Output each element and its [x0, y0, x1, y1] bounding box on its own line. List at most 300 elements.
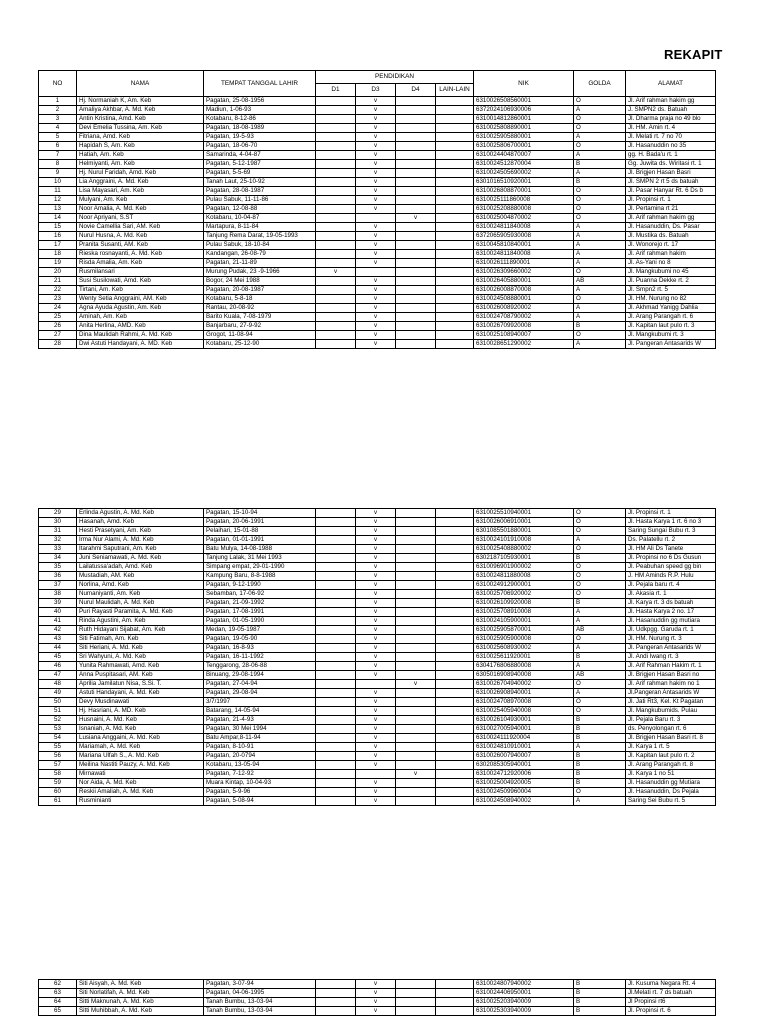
cell-no: 40 [39, 608, 77, 617]
cell-d3: v [356, 662, 396, 671]
cell-lain [436, 169, 474, 178]
cell-d4 [396, 205, 436, 214]
cell-golda: B [574, 1007, 626, 1016]
cell-alamat: Jl. HM. Nurung no 82 [626, 295, 716, 304]
cell-lain [436, 572, 474, 581]
cell-nik: 6310025708910008 [474, 608, 574, 617]
col-header-d1: D1 [316, 84, 356, 97]
table-row [39, 998, 716, 1007]
cell-alamat: Jl. Propinsi rt. 1 [626, 196, 716, 205]
cell-d3: v [356, 340, 396, 349]
cell-nama: Juni Seniamawati, A. Md. Keb [77, 554, 204, 563]
cell-alamat: Jl. Arif rahman hakim no 1 [626, 680, 716, 689]
cell-lain [436, 608, 474, 617]
cell-d4 [396, 97, 436, 106]
cell-golda: O [574, 518, 626, 527]
cell-alamat: Jl. Dharma praja no 49 blo [626, 115, 716, 124]
cell-d3: v [356, 644, 396, 653]
cell-nama: Hasanah, Amd. Keb [77, 518, 204, 527]
cell-alamat: Jl. Pangeran Antasarids W [626, 644, 716, 653]
cell-nama: Hatiah, Am. Keb [77, 151, 204, 160]
cell-d3: v [356, 635, 396, 644]
cell-alamat: Jl. Peabuhan speed gg bin [626, 563, 716, 572]
cell-nik: 6310025905870001 [474, 626, 574, 635]
cell-d4 [396, 617, 436, 626]
cell-nik: 6310025510940001 [474, 509, 574, 518]
cell-d3: v [356, 313, 396, 322]
cell-lain [436, 286, 474, 295]
cell-no: 9 [39, 169, 77, 178]
table-row [39, 295, 716, 304]
cell-d1 [316, 178, 356, 187]
cell-golda: B [574, 599, 626, 608]
cell-golda: O [574, 509, 626, 518]
cell-d1 [316, 725, 356, 734]
cell-ttl: Pagatan, 20-08-1987 [204, 286, 316, 295]
cell-ttl: Binuang, 29-08-1994 [204, 671, 316, 680]
col-header-d4: D4 [396, 84, 436, 97]
cell-ttl: Pelaihari, 15-01-88 [204, 527, 316, 536]
cell-lain [436, 653, 474, 662]
cell-ttl: Pagatan, 15-10-94 [204, 509, 316, 518]
cell-d3: v [356, 250, 396, 259]
cell-d1 [316, 295, 356, 304]
cell-alamat: Jl. Arif rahman hakim gg [626, 97, 716, 106]
cell-d4 [396, 340, 436, 349]
cell-d1 [316, 313, 356, 322]
cell-d3: v [356, 617, 396, 626]
cell-d1 [316, 223, 356, 232]
cell-nama: Agna Ayuda Agustin, Am. Keb [77, 304, 204, 313]
cell-ttl: Pagatan, 5-08-94 [204, 797, 316, 806]
cell-d3: v [356, 707, 396, 716]
cell-golda: B [574, 989, 626, 998]
cell-ttl: Pagatan, 5-12-1987 [204, 160, 316, 169]
cell-ttl: Banjarbaru, 27-9-92 [204, 322, 316, 331]
table-row [39, 518, 716, 527]
cell-ttl: Pagatan, 30 Mei 1994 [204, 725, 316, 734]
table-row [39, 797, 716, 806]
cell-nik: 6372024106930006 [474, 106, 574, 115]
cell-ttl: Pagatan, 29-08-94 [204, 689, 316, 698]
cell-nik: 6310025905900008 [474, 635, 574, 644]
cell-nama: Hj. Nurul Faridah, Amd. Keb [77, 169, 204, 178]
cell-alamat: Jl. Pertamina rt 21 [626, 205, 716, 214]
cell-ttl: Tanjung Lalak, 31 Mei 1993 [204, 554, 316, 563]
cell-lain [436, 590, 474, 599]
col-header-lain: LAIN-LAIN [436, 84, 474, 97]
cell-nik: 6301085501880001 [474, 527, 574, 536]
cell-d4 [396, 518, 436, 527]
cell-d3: v [356, 133, 396, 142]
cell-alamat: Jl. Propinsi rt. 6 [626, 1007, 716, 1016]
cell-ttl: Pagatan, 18-08-1989 [204, 124, 316, 133]
cell-alamat: Jl. Pasar Hanyar Rt. 6 Ds b [626, 187, 716, 196]
cell-d4 [396, 536, 436, 545]
cell-alamat: Saring Sungai Bubu rt. 3 [626, 527, 716, 536]
cell-ttl: Pagatan, 21-11-89 [204, 259, 316, 268]
cell-d1 [316, 698, 356, 707]
cell-d4 [396, 250, 436, 259]
cell-golda: B [574, 653, 626, 662]
cell-alamat: Ds. Palatellu rt. 2 [626, 536, 716, 545]
cell-no: 4 [39, 124, 77, 133]
cell-alamat: Jl. Arang Parangah rt. 6 [626, 313, 716, 322]
table-row [39, 980, 716, 989]
cell-golda: O [574, 680, 626, 689]
cell-d1 [316, 322, 356, 331]
cell-ttl: Tanah Bumbu, 13-03-94 [204, 998, 316, 1007]
cell-d1 [316, 142, 356, 151]
cell-lain [436, 635, 474, 644]
cell-d3: v [356, 232, 396, 241]
table-row [39, 142, 716, 151]
cell-nik: 6302187105930001 [474, 554, 574, 563]
cell-d1 [316, 752, 356, 761]
cell-alamat: Saring Sei Bubu rt. 5 [626, 797, 716, 806]
cell-no: 33 [39, 545, 77, 554]
table-row [39, 178, 716, 187]
cell-d1 [316, 998, 356, 1007]
cell-alamat: Jl. Pejala baru rt. 4 [626, 581, 716, 590]
cell-lain [436, 998, 474, 1007]
cell-lain [436, 205, 474, 214]
cell-d4 [396, 196, 436, 205]
cell-nik: 6304176806880008 [474, 662, 574, 671]
employee-table-1 [38, 70, 716, 349]
cell-no: 55 [39, 743, 77, 752]
cell-nama: Dina Maulidah Rahmi, A. Md. Keb [77, 331, 204, 340]
cell-d4 [396, 527, 436, 536]
cell-golda: A [574, 662, 626, 671]
cell-alamat: Jl. Brigjen Hasan Basri no [626, 671, 716, 680]
cell-no: 57 [39, 761, 77, 770]
cell-golda: A [574, 286, 626, 295]
cell-golda: O [574, 590, 626, 599]
cell-d1 [316, 590, 356, 599]
cell-d4 [396, 581, 436, 590]
cell-lain [436, 196, 474, 205]
cell-no: 3 [39, 115, 77, 124]
table-row [39, 124, 716, 133]
table-row [39, 635, 716, 644]
cell-no: 2 [39, 106, 77, 115]
cell-d3: v [356, 304, 396, 313]
cell-d4 [396, 788, 436, 797]
cell-alamat: Jl. Hasta Karya 2 no. 17 [626, 608, 716, 617]
cell-nik: 6310025408880002 [474, 545, 574, 554]
cell-lain [436, 779, 474, 788]
cell-no: 49 [39, 689, 77, 698]
cell-lain [436, 680, 474, 689]
cell-d4 [396, 761, 436, 770]
cell-d3: v [356, 716, 396, 725]
cell-nik: 6310024508880001 [474, 295, 574, 304]
cell-ttl: Kampung Baru, 8-8-1988 [204, 572, 316, 581]
employee-table-2 [38, 508, 716, 806]
cell-ttl: Grogot, 11-08-94 [204, 331, 316, 340]
cell-d3: v [356, 527, 396, 536]
table-row [39, 259, 716, 268]
cell-nama: Nurul Husna, A. Md. Keb [77, 232, 204, 241]
cell-golda: O [574, 214, 626, 223]
cell-d3: v [356, 178, 396, 187]
cell-d4 [396, 998, 436, 1007]
cell-nama: Mustadiah, AM. Keb [77, 572, 204, 581]
cell-nik: 6310025806700001 [474, 142, 574, 151]
cell-d3 [356, 268, 396, 277]
cell-d1 [316, 608, 356, 617]
cell-d3 [356, 770, 396, 779]
table-body-2 [39, 509, 716, 806]
cell-alamat: Jl. SMPN 2 rt 5 ds batuah [626, 178, 716, 187]
cell-ttl: Tenggarong, 28-06-88 [204, 662, 316, 671]
employee-table-3 [38, 979, 716, 1016]
cell-d1 [316, 653, 356, 662]
col-header-ttl: TEMPAT TANGGAL LAHIR [204, 71, 316, 97]
cell-lain [436, 644, 474, 653]
cell-nama: Dwi Astuti Handayani, A. MD. Keb [77, 340, 204, 349]
cell-lain [436, 223, 474, 232]
cell-golda: B [574, 998, 626, 1007]
cell-no: 7 [39, 151, 77, 160]
cell-golda: A [574, 133, 626, 142]
cell-d4 [396, 115, 436, 124]
cell-lain [436, 277, 474, 286]
cell-d4 [396, 133, 436, 142]
cell-d1 [316, 536, 356, 545]
cell-lain [436, 124, 474, 133]
cell-lain [436, 707, 474, 716]
cell-no: 58 [39, 770, 77, 779]
cell-ttl: Medan, 19-05-1987 [204, 626, 316, 635]
col-header-nik: NIK [474, 71, 574, 97]
cell-nama: Sitti Muhibbah, A. Md. Keb [77, 1007, 204, 1016]
cell-lain [436, 1007, 474, 1016]
cell-d4 [396, 572, 436, 581]
cell-no: 15 [39, 223, 77, 232]
table-row [39, 106, 716, 115]
col-header-alamat: ALAMAT [626, 71, 716, 97]
table-row [39, 590, 716, 599]
cell-golda: A [574, 689, 626, 698]
cell-nik: 6310024811840008 [474, 223, 574, 232]
cell-nama: Hesti Prasetyani, Am. Keb [77, 527, 204, 536]
cell-ttl: Pagatan, 16-8-93 [204, 644, 316, 653]
cell-no: 51 [39, 707, 77, 716]
cell-d1 [316, 563, 356, 572]
cell-nama: Mariamah, A. Md. Keb [77, 743, 204, 752]
cell-nik: 6310026104930001 [474, 716, 574, 725]
cell-nama: Susi Susilowati, Amd. Keb [77, 277, 204, 286]
table-row [39, 115, 716, 124]
cell-golda: A [574, 241, 626, 250]
cell-nama: Rieska rosnayanti, A. Md. Keb [77, 250, 204, 259]
cell-nama: Siti Aisyah, A. Md. Keb [77, 980, 204, 989]
cell-golda: O [574, 572, 626, 581]
cell-ttl: Pagatan, 12-08-88 [204, 205, 316, 214]
cell-lain [436, 133, 474, 142]
cell-alamat: Jl. Hasanuddin no 35 [626, 142, 716, 151]
cell-no: 28 [39, 340, 77, 349]
cell-alamat: Jl. Arif Rahman Hakim rt. 1 [626, 662, 716, 671]
cell-d4 [396, 322, 436, 331]
cell-lain [436, 752, 474, 761]
cell-d1 [316, 545, 356, 554]
table-row [39, 671, 716, 680]
cell-ttl: Kotabaru, 25-12-90 [204, 340, 316, 349]
cell-golda: O [574, 295, 626, 304]
cell-golda: O [574, 268, 626, 277]
cell-lain [436, 536, 474, 545]
cell-d4 [396, 1007, 436, 1016]
col-header-nama: NAMA [77, 71, 204, 97]
cell-d3: v [356, 599, 396, 608]
cell-golda: B [574, 716, 626, 725]
cell-d4 [396, 178, 436, 187]
cell-d3: v [356, 989, 396, 998]
table-row [39, 653, 716, 662]
cell-golda: O [574, 698, 626, 707]
cell-nama: Noor Apriyani, S.ST [77, 214, 204, 223]
cell-d1 [316, 151, 356, 160]
cell-no: 36 [39, 572, 77, 581]
cell-nama: Rinda Agustini, Am. Keb [77, 617, 204, 626]
cell-alamat: Jl. Brigjen Hasan Basri rt. 8 [626, 734, 716, 743]
cell-nik: 6310025303940009 [474, 1007, 574, 1016]
col-header-d3: D3 [356, 84, 396, 97]
table-row [39, 698, 716, 707]
cell-lain [436, 106, 474, 115]
cell-d1 [316, 331, 356, 340]
cell-d4 [396, 331, 436, 340]
cell-lain [436, 142, 474, 151]
cell-no: 63 [39, 989, 77, 998]
cell-d3: v [356, 205, 396, 214]
cell-nama: Rusminianti [77, 797, 204, 806]
cell-d4 [396, 989, 436, 998]
cell-d1 [316, 509, 356, 518]
table-body-3 [39, 980, 716, 1016]
cell-ttl: Murung Pudak, 23 -9-1966 [204, 268, 316, 277]
cell-nama: Lisa Mayasari, Am. Keb [77, 187, 204, 196]
cell-d4 [396, 707, 436, 716]
cell-d3 [356, 680, 396, 689]
cell-d1 [316, 599, 356, 608]
cell-d1 [316, 1007, 356, 1016]
table-row [39, 536, 716, 545]
cell-d1 [316, 169, 356, 178]
cell-alamat: Jl. HM. Amin rt. 4 [626, 124, 716, 133]
cell-golda: B [574, 761, 626, 770]
cell-lain [436, 716, 474, 725]
cell-alamat: Jl. Melati rt. 7 no 70 [626, 133, 716, 142]
cell-d4 [396, 295, 436, 304]
cell-d1 [316, 133, 356, 142]
page-title: REKAPIT [664, 47, 723, 62]
cell-d1 [316, 680, 356, 689]
cell-lain [436, 268, 474, 277]
table-row [39, 989, 716, 998]
cell-nik: 6310025203940009 [474, 998, 574, 1007]
cell-alamat: Jl. Hasanuddin, Ds Pejala [626, 788, 716, 797]
cell-d4 [396, 509, 436, 518]
cell-lain [436, 725, 474, 734]
cell-d1 [316, 259, 356, 268]
cell-lain [436, 617, 474, 626]
cell-d4: v [396, 680, 436, 689]
cell-no: 31 [39, 527, 77, 536]
cell-golda: O [574, 97, 626, 106]
cell-d3: v [356, 160, 396, 169]
cell-d1 [316, 761, 356, 770]
cell-golda: A [574, 151, 626, 160]
cell-d4 [396, 725, 436, 734]
cell-nama: Risda Amalia, Am. Keb [77, 259, 204, 268]
cell-lain [436, 671, 474, 680]
table-row [39, 205, 716, 214]
cell-alamat: Jl. Hasta Karya 1 rt. 6 no 3 [626, 518, 716, 527]
cell-ttl: Kotabaru, 13-05-94 [204, 761, 316, 770]
table-row [39, 734, 716, 743]
cell-alamat: J. HM Aminds R.P. Hulu [626, 572, 716, 581]
cell-d3: v [356, 698, 396, 707]
cell-nama: Erlinda Agustin, A. Md. Keb [77, 509, 204, 518]
cell-lain [436, 232, 474, 241]
cell-nik: 6310024912900001 [474, 581, 574, 590]
cell-d1 [316, 124, 356, 133]
cell-ttl: Pagatan, 04-06-1995 [204, 989, 316, 998]
cell-d4 [396, 635, 436, 644]
cell-no: 11 [39, 187, 77, 196]
cell-nama: Tirtani, Am. Keb [77, 286, 204, 295]
cell-d4 [396, 313, 436, 322]
cell-golda: A [574, 340, 626, 349]
table-row [39, 572, 716, 581]
cell-d1 [316, 707, 356, 716]
cell-no: 62 [39, 980, 77, 989]
cell-d3: v [356, 671, 396, 680]
cell-d4 [396, 590, 436, 599]
cell-golda: O [574, 142, 626, 151]
cell-no: 53 [39, 725, 77, 734]
cell-ttl: Pagatan, 5-9-96 [204, 788, 316, 797]
cell-d1 [316, 770, 356, 779]
cell-golda: A [574, 250, 626, 259]
cell-d4 [396, 268, 436, 277]
cell-d3: v [356, 509, 396, 518]
cell-nama: Itarahmi Saputrani, Am. Keb [77, 545, 204, 554]
cell-alamat: Jl. Karya 1 no 51 [626, 770, 716, 779]
cell-alamat: Jl. Arang Parangah rt. 8 [626, 761, 716, 770]
cell-alamat: Jl.Melati rt. 7 ds batuah [626, 989, 716, 998]
cell-d4 [396, 797, 436, 806]
cell-d4: v [396, 214, 436, 223]
cell-alamat: Jl. As-Yani no 8 [626, 259, 716, 268]
cell-d4 [396, 662, 436, 671]
cell-d1 [316, 241, 356, 250]
cell-d4 [396, 151, 436, 160]
cell-d3: v [356, 545, 396, 554]
cell-ttl: Pagatan, 28-08-1987 [204, 187, 316, 196]
cell-d3: v [356, 779, 396, 788]
cell-ttl: Pagatan, 01-01-1991 [204, 536, 316, 545]
cell-d3: v [356, 518, 396, 527]
cell-d3: v [356, 97, 396, 106]
cell-nik: 6310024101910008 [474, 536, 574, 545]
cell-d1 [316, 716, 356, 725]
cell-golda: AB [574, 277, 626, 286]
